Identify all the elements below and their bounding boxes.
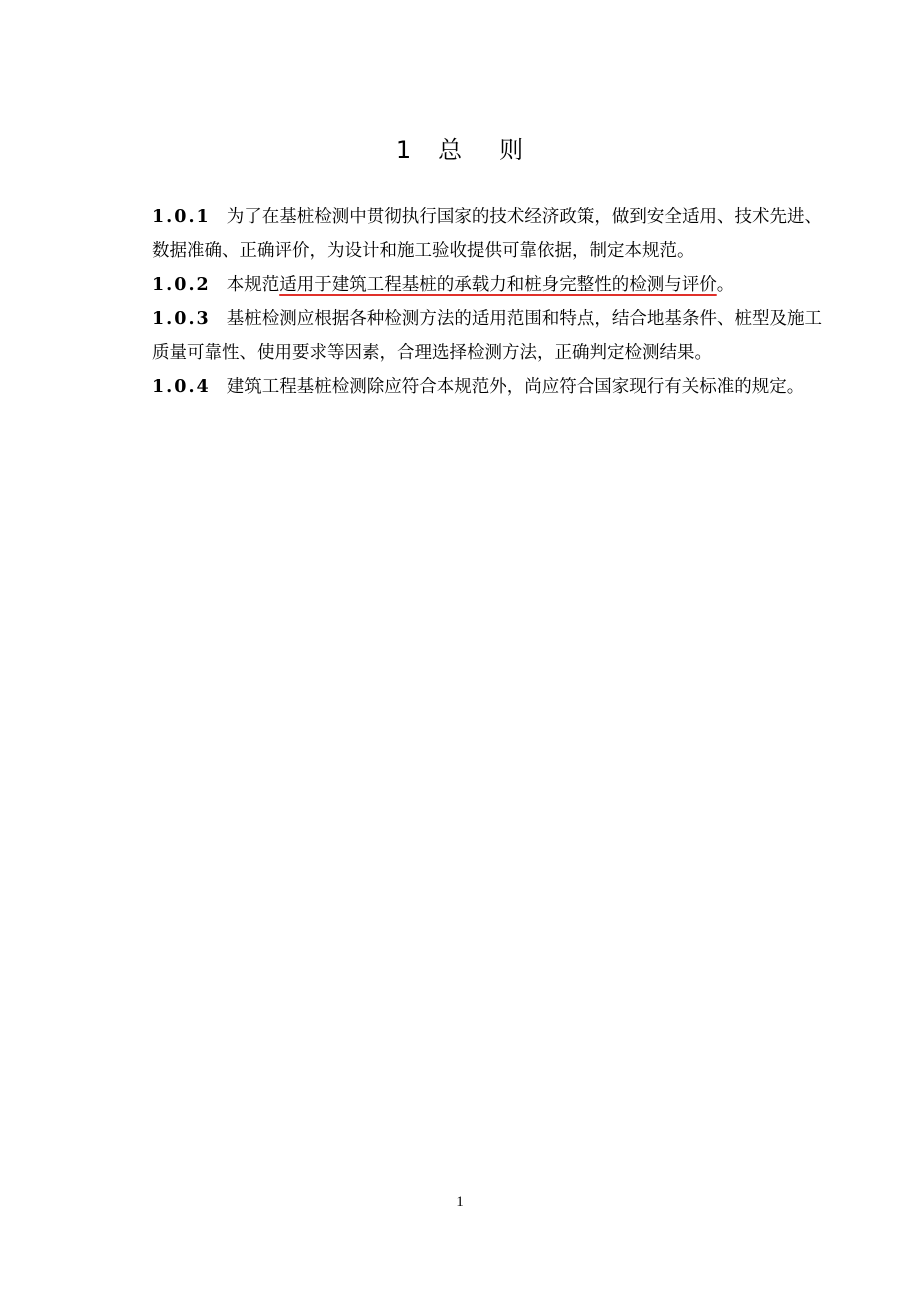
clause-number: 1.0.3: [152, 309, 211, 329]
clause-1-0-4: [152, 370, 822, 404]
clause-text: 为了在基桩检测中贯彻执行国家的技术经济政策，做到安全适用、技术先进、数据准确、正确评价，为设计和施工验收提供可靠依据，制定本规范。: [152, 207, 822, 261]
clause-number: 1.0.2: [152, 275, 211, 295]
clause-1-0-3: [152, 302, 822, 370]
clause-1-0-2: [152, 268, 822, 302]
chapter-body: [152, 200, 822, 404]
page-number: 1: [456, 1194, 464, 1210]
clause-text: 建筑工程基桩检测除应符合本规范外，尚应符合国家现行有关标准的规定。: [226, 377, 805, 397]
clause-text-suffix: 。: [716, 275, 735, 295]
chapter-title-char-1: 总: [438, 136, 464, 164]
chapter-title: [0, 133, 920, 167]
clause-text-underlined: 适用于建筑工程基桩的承载力和桩身完整性的检测与评价: [279, 275, 717, 295]
chapter-number: 1: [395, 136, 413, 164]
clause-number: 1.0.1: [152, 207, 211, 227]
clause-1-0-1: [152, 200, 822, 268]
chapter-title-char-2: 则: [499, 136, 525, 164]
clause-text: 基桩检测应根据各种检测方法的适用范围和特点，结合地基条件、桩型及施工质量可靠性、使用要求等因素，合理选择检测方法，正确判定检测结果。: [152, 309, 822, 363]
clause-number: 1.0.4: [152, 377, 211, 397]
clause-text-prefix: 本规范: [226, 275, 280, 295]
